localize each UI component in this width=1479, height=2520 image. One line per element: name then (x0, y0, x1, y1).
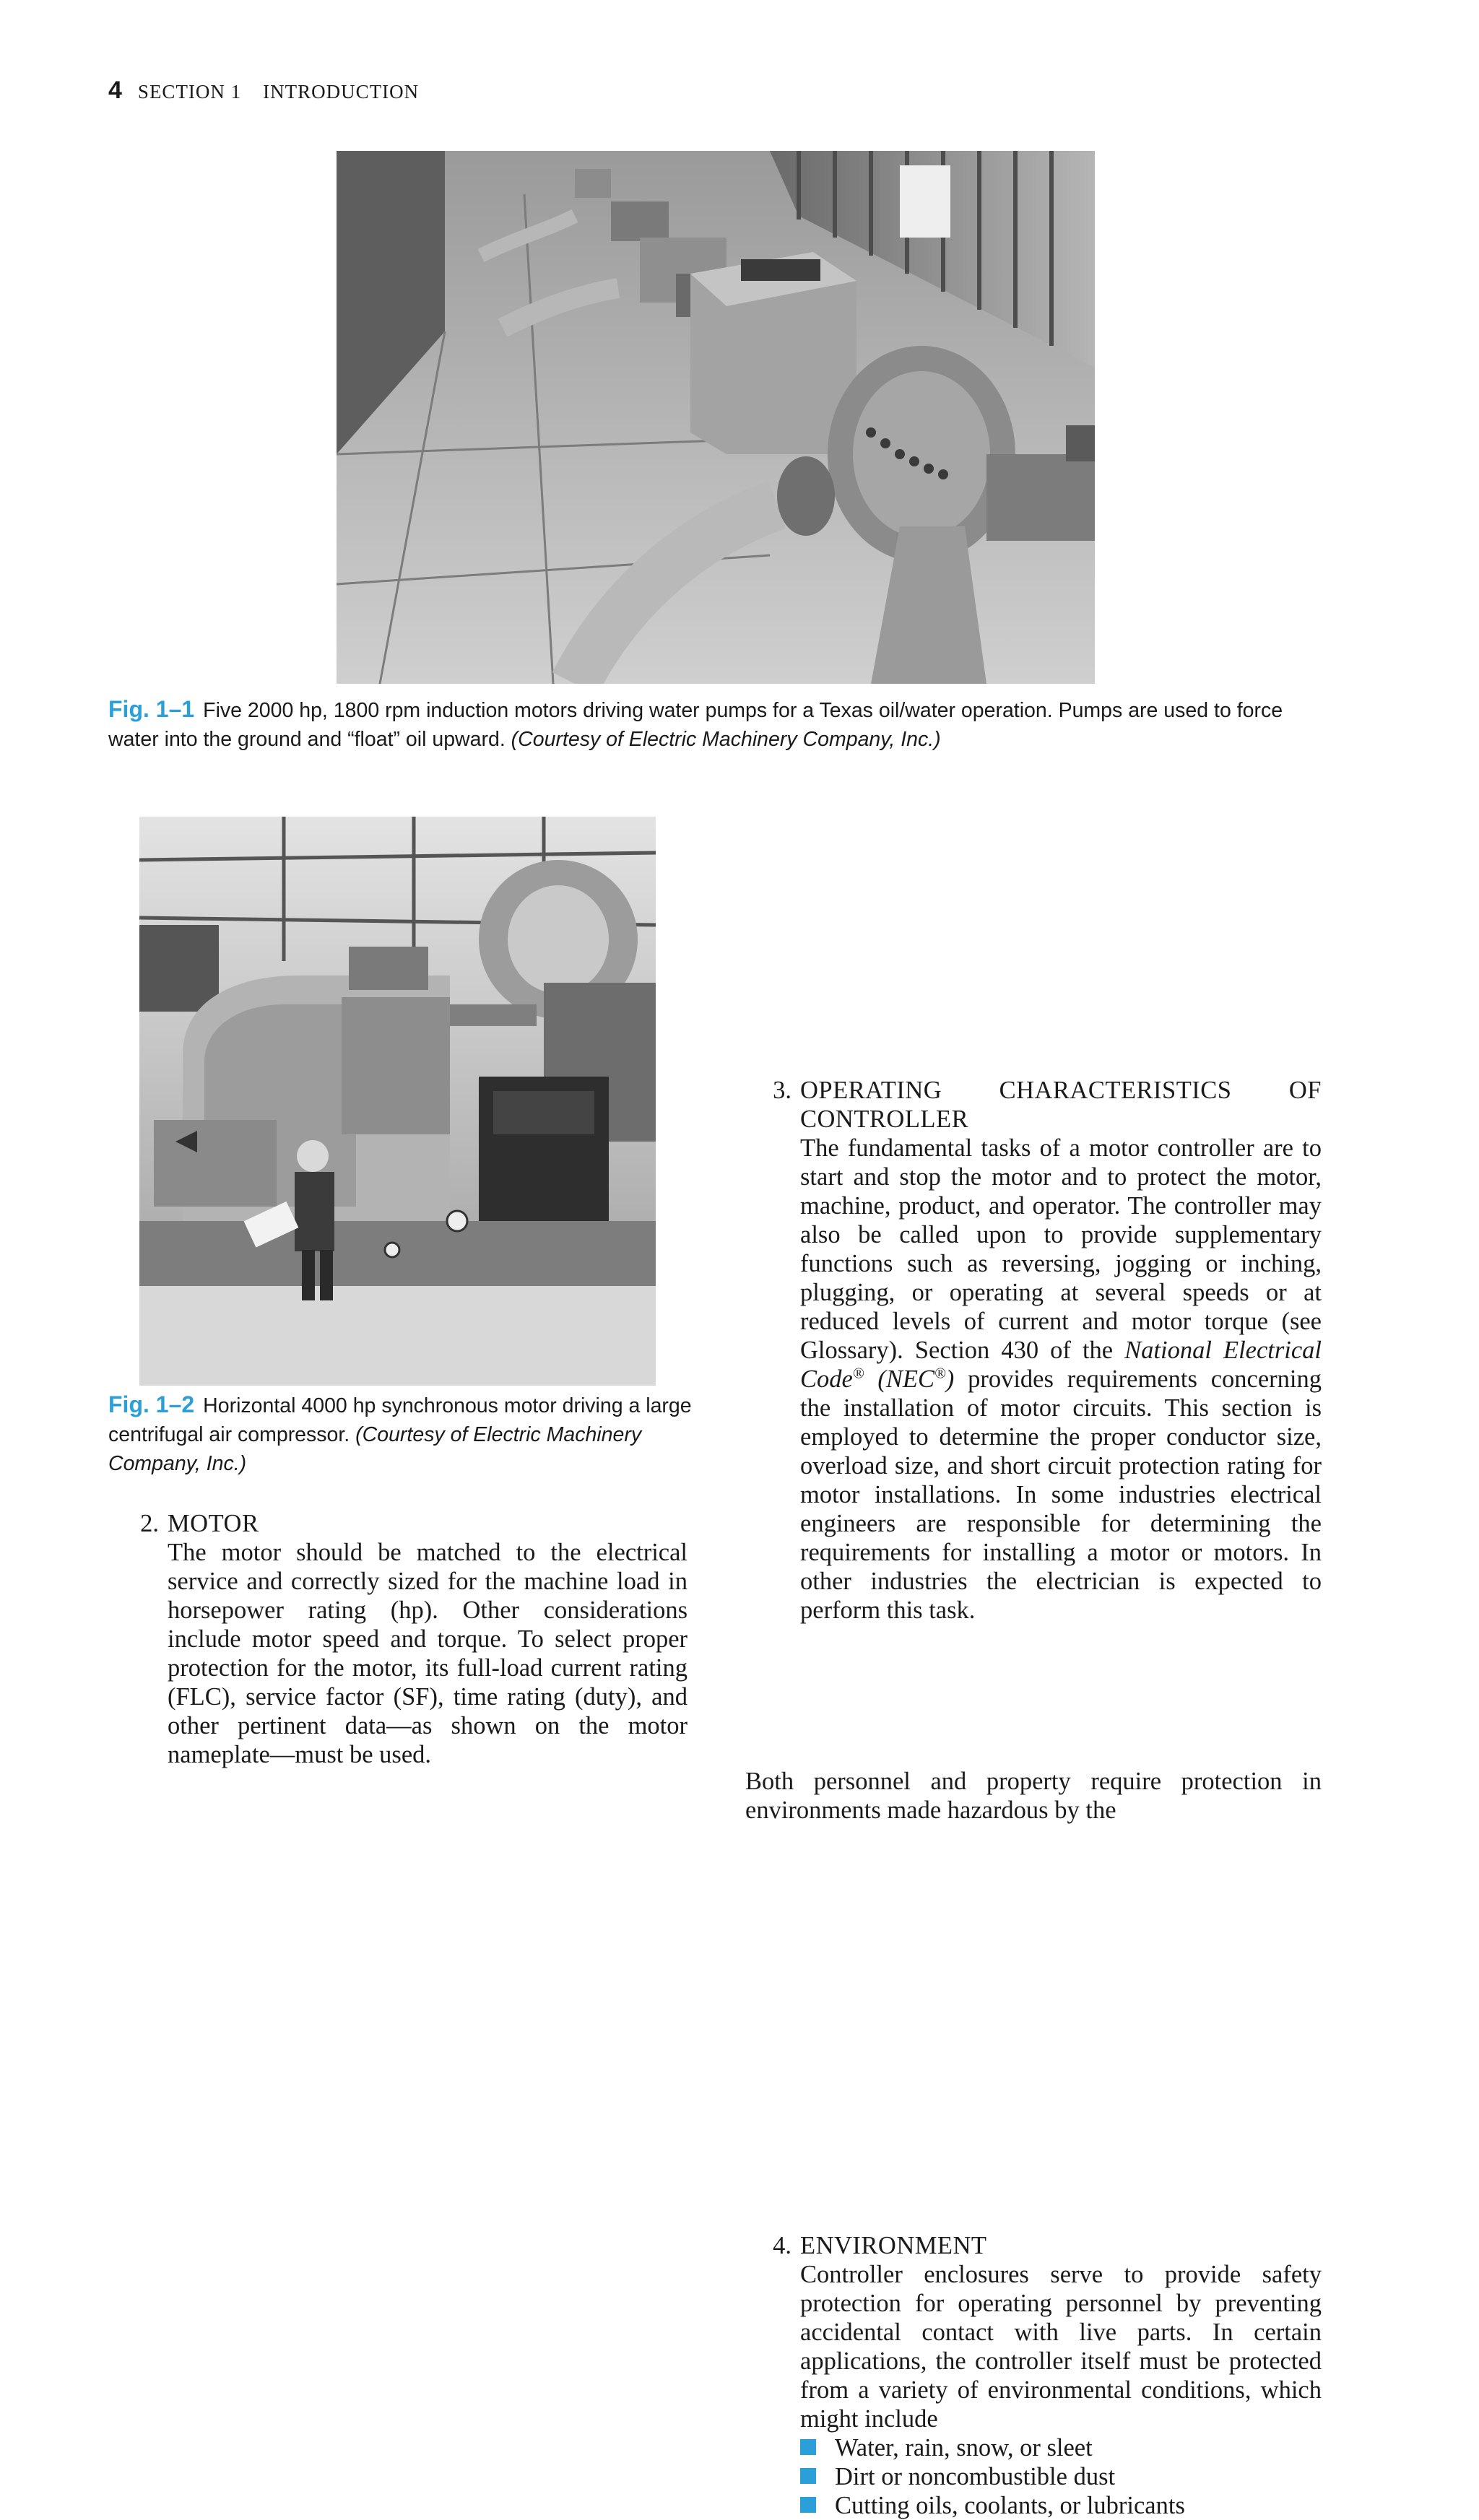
bullet-text: Cutting oils, coolants, or lubricants (835, 2492, 1185, 2519)
closing-paragraph: Both personnel and property require protection in environments made hazardous by the (745, 1768, 1322, 1824)
code-abbreviation-close: ) (945, 1365, 955, 1393)
section-label: SECTION 1 (137, 81, 242, 103)
bullet-item (800, 2462, 1322, 2491)
item-heading: MOTOR (168, 1510, 259, 1537)
bullet-item (800, 2491, 1322, 2520)
square-bullet-icon (800, 2468, 816, 2484)
figure-1-1-label: Fig. 1–1 (108, 696, 195, 722)
square-bullet-icon (800, 2497, 816, 2513)
running-header (108, 77, 419, 105)
list-item-environment (773, 2231, 1322, 2520)
bullet-text: Water, rain, snow, or sleet (835, 2434, 1093, 2462)
list-number: 4. (773, 2232, 791, 2259)
square-bullet-icon (800, 2439, 816, 2455)
registered-mark: ® (934, 1365, 946, 1382)
figure-1-1-caption (108, 695, 1329, 754)
bullet-item (800, 2433, 1322, 2462)
code-name-text: National Electrical Code (800, 1337, 1322, 1393)
figure-1-2-caption (108, 1390, 693, 1478)
code-abbreviation: (NEC (877, 1365, 935, 1393)
section-title: INTRODUCTION (263, 81, 420, 103)
figure-1-2-label: Fig. 1–2 (108, 1391, 195, 1417)
item-body-text-continued: provides requirements concerning the installation of motor circuits. This section is employed to determine the proper conductor size, overload size, and short circuit protection rating for motor installations. In some industries electrical engineers are responsible for determining the requirements for installing a motor or motors. In other industries the electrician is expected to perform this task. (800, 1365, 1322, 1624)
bullet-text: Dirt or noncombustible dust (835, 2463, 1116, 2490)
figure-1-2-caption-text: Horizontal 4000 hp synchronous motor driving a large centrifugal air compressor. (108, 1394, 692, 1446)
item-heading: ENVIRONMENT (800, 2232, 987, 2259)
figure-1-1-credit: (Courtesy of Electric Machinery Company, Inc.) (511, 728, 941, 751)
item-body (800, 1134, 1322, 1625)
item-heading-continued: CONTROLLER (800, 1105, 969, 1133)
page-number: 4 (108, 77, 122, 104)
item-body-text: The fundamental tasks of a motor controller are to start and stop the motor and to protect the motor, machine, product, and operator. The controller may also be called upon to provide supplementary functions such as reversing, jogging or inching, plugging, or operating at several speeds or at reduced levels of current and motor torque (see Glossary). Section 430 of the (800, 1134, 1322, 1364)
list-number: 3. (773, 1077, 791, 1104)
item-heading: OPERATING CHARACTERISTICS OF (800, 1077, 1322, 1104)
item-body: Controller enclosures serve to provide safety protection for operating personnel by preventing accidental contact with live parts. In certain applications, the controller itself must be protected from a variety of environmental conditions, which might include (800, 2261, 1322, 2433)
item-body: The motor should be matched to the electrical service and correctly sized for the machine load in horsepower rating (hp). Other considerations include motor speed and torque. To select proper protection for the motor, its full-load current rating (FLC), service factor (SF), time rating (duty), and other pertinent data—as shown on the motor nameplate—must be used. (168, 1539, 688, 1768)
list-number: 2. (140, 1510, 159, 1537)
list-item-operating-characteristics (773, 1076, 1322, 1625)
registered-mark: ® (852, 1365, 864, 1382)
figure-1-1-photo (337, 151, 1095, 684)
figure-1-1-caption-text: Five 2000 hp, 1800 rpm induction motors driving water pumps for a Texas oil/water operation. Pumps are used to force water into the ground and “float” oil upward. (108, 699, 1283, 751)
list-item-motor (140, 1509, 688, 1769)
figure-1-2-credit: (Courtesy of Electric Machinery Company, Inc.) (108, 1423, 642, 1475)
figure-1-2-photo (139, 817, 656, 1386)
